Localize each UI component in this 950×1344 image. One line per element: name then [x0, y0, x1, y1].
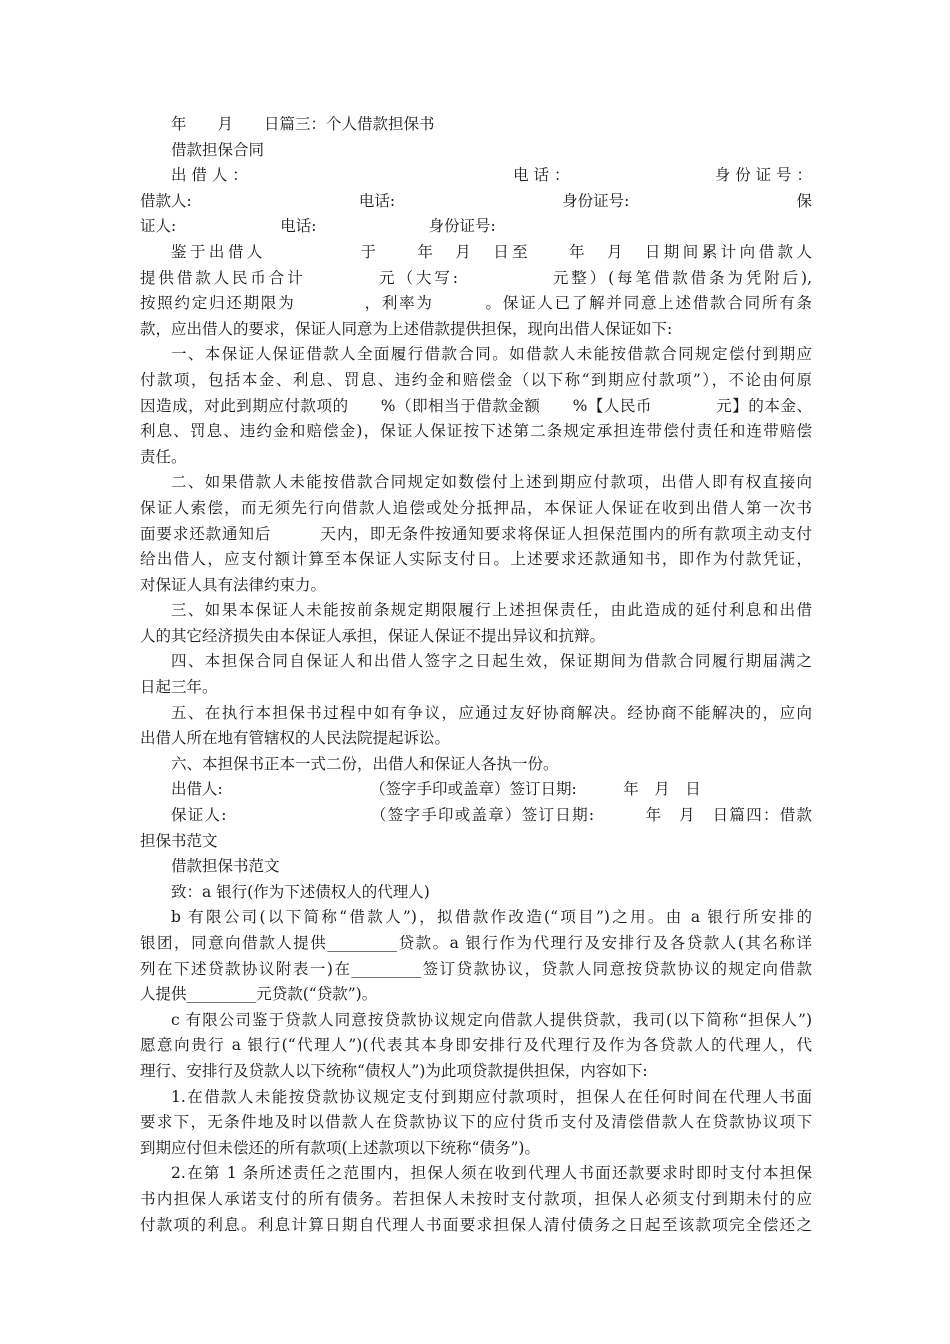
- paragraph-line: 按照约定归还期限为 ，利率为 。保证人已了解并同意上述借款合同所有条: [140, 294, 812, 313]
- paragraph-line: 鉴于出借人 于 年 月 日至 年 月 日期间累计向借款人: [171, 242, 812, 261]
- section-heading: 担保书范文: [140, 831, 218, 850]
- document-title: 借款担保书范文: [171, 857, 280, 876]
- lender-info-row: [140, 163, 812, 189]
- paragraph-line: 付款项，包括本金、利息、罚息、违约金和赔偿金（以下称“到期应付款项”），不论由何原: [140, 370, 812, 389]
- paragraph-line: 2.在第 1 条所述责任之范围内，担保人须在收到代理人书面还款要求时即时支付本担保: [171, 1164, 812, 1183]
- paragraph-line: 给出借人，应支付额计算至本保证人实际支付日。上述要求还款通知书，即作为付款凭证，: [140, 550, 812, 569]
- borrower-id-label: 身份证号:: [562, 191, 630, 210]
- paragraph-line: 对保证人具有法律约束力。: [140, 575, 327, 594]
- paragraph-line: 要求下，无条件地及时以借款人在贷款协议下的应付货币支付及清偿借款人在贷款协议项下: [140, 1113, 812, 1132]
- guarantor-info-row: [140, 214, 812, 240]
- paragraph-line: 1.在借款人未能按贷款协议规定支付到期应付款项时，担保人在任何时间在代理人书面: [171, 1087, 812, 1106]
- paragraph-line: 责任。: [140, 447, 187, 466]
- paragraph-line: 人的其它经济损失由本保证人承担，保证人保证不提出异议和抗辩。: [140, 626, 606, 645]
- paragraph-line: 保证人索偿，而无须先行向借款人追偿或处分抵押品，本保证人保证在收到出借人第一次书: [140, 498, 812, 517]
- paragraph-line: 书内担保人承诺支付的所有债务。若担保人未按时支付款项，担保人必须支付到期未付的应: [140, 1189, 812, 1208]
- lender-phone-label: 电 话 ：: [513, 166, 570, 185]
- addressee-line: 致：a 银行(作为下述债权人的代理人): [171, 882, 430, 901]
- borrower-info-row: [140, 189, 812, 215]
- document-page: [140, 112, 812, 1238]
- paragraph-line: 愿意向贵行 a 银行(“代理人”)(代表其本身即安排行及代理行及作为各贷款人的代理人，代: [140, 1036, 812, 1055]
- paragraph-line: 面要求还款通知后 天内，即无条件按通知要求将保证人担保范围内的所有款项主动支付: [140, 524, 812, 543]
- paragraph-line: b 有限公司(以下简称“借款人”)，拟借款作改造(“项目”)之用。由 a 银行所安排的: [171, 908, 812, 927]
- paragraph-line: 因造成，对此到期应付款项的 %（即相当于借款金额 %【人民币 元】的本金、: [140, 396, 812, 415]
- borrower-phone-label: 电话:: [358, 191, 396, 210]
- borrower-label: 借款人:: [140, 191, 192, 210]
- paragraph-line: 四、本担保合同自保证人和出借人签字之日起生效，保证期间为借款合同履行期届满之: [171, 652, 812, 671]
- contract-title: 借款担保合同: [171, 140, 265, 159]
- guarantor-label-part: 保: [796, 191, 812, 210]
- guarantor-phone-label: 电话:: [280, 217, 317, 236]
- paragraph-line: 款，应出借人的要求，保证人同意为上述借款提供担保，现向出借人保证如下:: [140, 319, 673, 338]
- paragraph-line: 列在下述贷款协议附表一)在_________签订贷款协议，贷款人同意按贷款协议的规定向借款: [140, 959, 812, 978]
- paragraph-line: 六、本担保书正本一式二份，出借人和保证人各执一份。: [171, 754, 559, 773]
- lender-id-label: 身 份 证 号 ：: [714, 166, 812, 185]
- paragraph-line: 一、本保证人保证借款人全面履行借款合同。如借款人未能按借款合同规定偿付到期应: [171, 345, 812, 364]
- paragraph-line: 付款项的利息。利息计算日期自代理人书面要求担保人清付债务之日起至该款项完全偿还之: [140, 1215, 812, 1234]
- paragraph-line: 理行、安排行及贷款人以下统称“债权人”)为此项贷款提供担保，内容如下:: [140, 1061, 648, 1080]
- paragraph-line: 银团，同意向借款人提供_________贷款。a 银行作为代理行及安排行及各贷款人(其名称详: [140, 934, 812, 952]
- paragraph-line: 日起三年。: [140, 678, 218, 697]
- paragraph-line: 利息、罚息、违约金和赔偿金)，保证人保证按下述第二条规定承担连带偿付责任和连带赔偿: [140, 422, 812, 441]
- signature-line-lender: 出借人: （签字手印或盖章）签订日期: 年 月 日: [171, 780, 701, 799]
- paragraph-line: 提供借款人民币合计 元（大写: 元整）(每笔借款借条为凭附后),: [140, 268, 812, 287]
- signature-line-guarantor: 保证人: （签字手印或盖章）签订日期: 年 月 日篇四：借款: [171, 806, 812, 825]
- paragraph-line: 到期应付但未偿还的所有款项(上述款项以下统称“债务”)。: [140, 1138, 540, 1157]
- paragraph-line: c 有限公司鉴于贷款人同意按贷款协议规定向借款人提供贷款，我司(以下简称“担保人”): [171, 1010, 812, 1029]
- paragraph-line: 出借人所在地有管辖权的人民法院提起诉讼。: [140, 729, 451, 748]
- paragraph-line: 三、如果本保证人未能按前条规定期限履行上述担保责任，由此造成的延付利息和出借: [171, 601, 812, 620]
- section-heading: 年 月 日篇三：个人借款担保书: [171, 115, 435, 133]
- paragraph-line: 五、在执行本担保书过程中如有争议，应通过友好协商解决。经协商不能解决的，应向: [171, 703, 812, 722]
- lender-label: 出 借 人 ：: [171, 166, 248, 185]
- guarantor-label: 证人:: [140, 217, 177, 236]
- paragraph-line: 人提供_________元贷款(“贷款”)。: [140, 985, 378, 1004]
- guarantor-id-label: 身份证号:: [428, 217, 496, 236]
- paragraph-line: 二、如果借款人未能按借款合同规定如数偿付上述到期应付款项，出借人即有权直接向: [171, 473, 812, 492]
